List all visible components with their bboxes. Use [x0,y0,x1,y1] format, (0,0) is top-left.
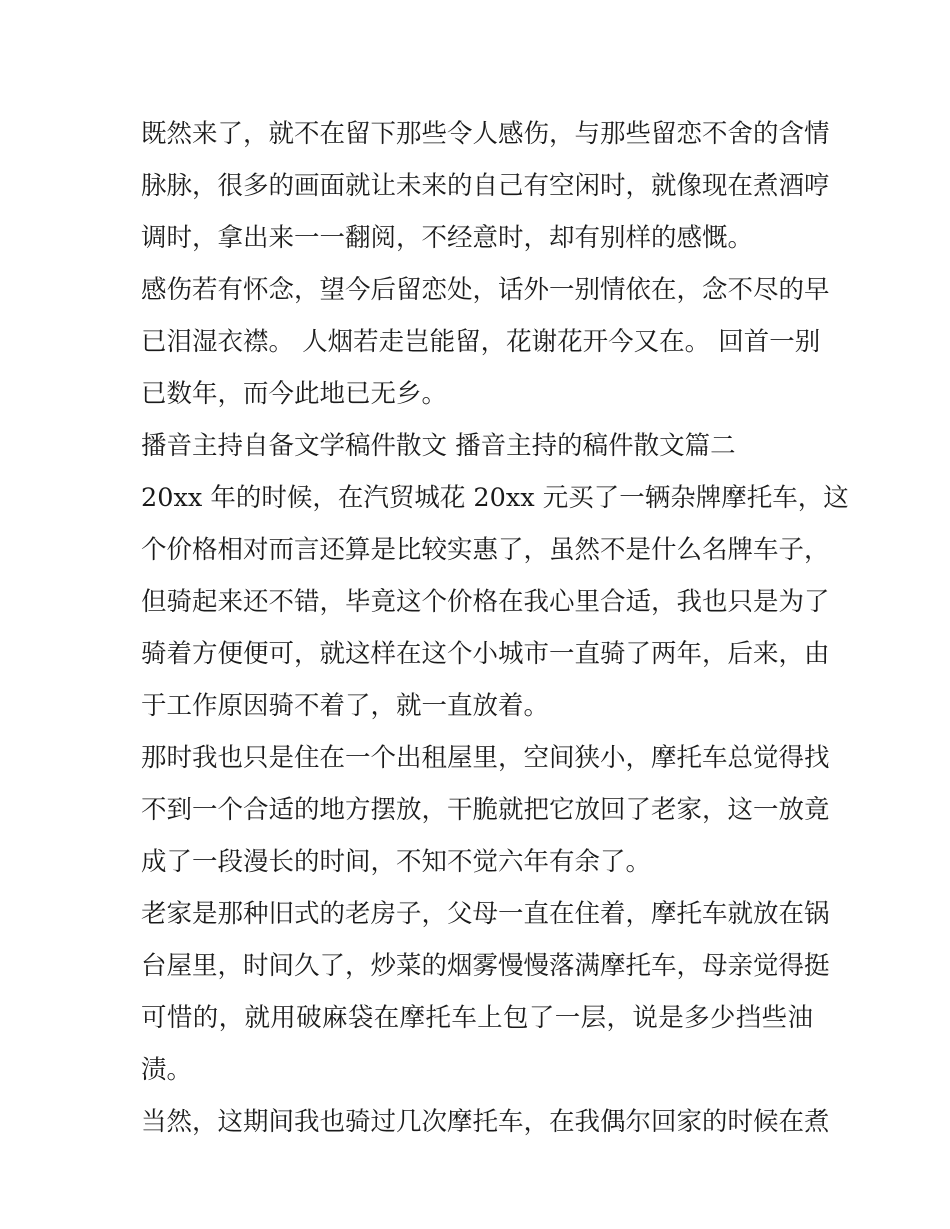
text-line: 骑着方便便可，就这样在这个小城市一直骑了两年，后来，由 [141,639,830,669]
text-line: 已泪湿衣襟。 人烟若走岂能留，花谢花开今又在。 回首一别 [141,327,821,357]
paragraph [141,472,849,732]
text-line: 成了一段漫长的时间，不知不觉六年有余了。 [141,847,652,877]
text-line: 脉脉，很多的画面就让未来的自己有空闲时，就像现在煮酒哼 [141,171,830,201]
paragraph [141,264,830,420]
text-line: 台屋里，时间久了，炒菜的烟雾慢慢落满摩托车，母亲觉得挺 [141,951,830,981]
text-line: 个价格相对而言还算是比较实惠了，虽然不是什么名牌车子， [141,535,830,565]
heading-line: 播音主持自备文学稿件散文 播音主持的稿件散文篇二 [141,431,736,461]
text-line: 调时，拿出来一一翻阅，不经意时，却有别样的感慨。 [141,223,754,253]
paragraph [141,1096,830,1148]
text-line: 不到一个合适的地方摆放，干脆就把它放回了老家，这一放竟 [141,795,830,825]
paragraph [141,888,830,1096]
text-line: 已数年，而今此地已无乡。 [141,379,448,409]
text-line: 渍。 [141,1055,193,1085]
text-line: 既然来了，就不在留下那些令人感伤，与那些留恋不舍的含情 [141,119,830,149]
text-line: 可惜的，就用破麻袋在摩托车上包了一层，说是多少挡些油 [141,1003,813,1033]
text-line: 于工作原因骑不着了，就一直放着。 [141,691,550,721]
text-line: 20xx 年的时候，在汽贸城花 20xx 元买了一辆杂牌摩托车，这 [141,483,849,513]
text-line: 当然，这期间我也骑过几次摩托车，在我偶尔回家的时候在煮 [141,1107,830,1137]
text-line: 但骑起来还不错，毕竟这个价格在我心里合适，我也只是为了 [141,587,830,617]
paragraph [141,732,830,888]
paragraph [141,108,830,264]
section-heading [141,420,813,472]
text-line: 老家是那种旧式的老房子，父母一直在住着，摩托车就放在锅 [141,899,830,929]
document-body [141,108,849,1148]
text-line: 感伤若有怀念，望今后留恋处，话外一别情依在，念不尽的早 [141,275,830,305]
text-line: 那时我也只是住在一个出租屋里，空间狭小，摩托车总觉得找 [141,743,830,773]
